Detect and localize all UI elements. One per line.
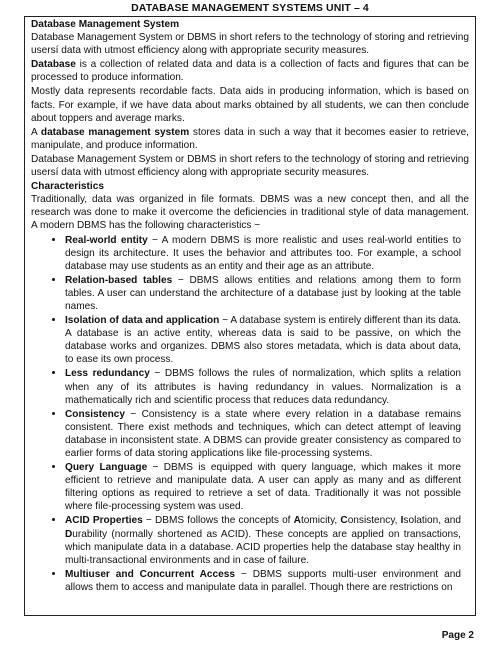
paragraph-6: Traditionally, data was organized in file formats. DBMS was a new concept then, and all the research was done to make it overcome the deficiencies in traditional style of data management. A modern DBMS has the following characteristics − [31,194,469,232]
list-item-term: Consistency [65,408,126,420]
list-item-term: Multiuser and Concurrent Access [65,568,235,580]
acid-text-1: − DBMS follows the concepts of [142,515,294,527]
paragraph-2 [31,58,469,84]
paragraph-3: Mostly data represents recordable facts. Data aids in producing information, which is based on facts. For example, if we have data about marks obtained by all students, we can then conclude about toppers and average marks. [31,86,469,124]
list-item [65,408,469,460]
characteristics-list [31,234,469,595]
list-item-text: − A modern DBMS is more realistic and uses real-world entities to design its architecture. It uses the behavior and attributes too. For example, a school database may use students as an entity and their age as an attribute. [65,234,461,272]
list-item-text: − DBMS follows the rules of normalization, which splits a relation when any of its attributes is having redundancy in values. Normalization is a mathematically rich and scientific process that reduces data redundancy. [65,368,461,406]
paragraph-2-text: is a collection of related data and data is a collection of facts and figures that can be processed to produce information. [31,59,469,84]
acid-letter-d: D [65,528,73,540]
list-item-text: − A database system is entirely different than its data. A database is an active entity, whereas data is said to be passive, on which the database works and organizes. DBMS also stores metadata, which is data about data, to ease its own process. [65,315,461,366]
paragraph-4 [31,126,469,152]
acid-text-d: urability (normally shortened as ACID). These concepts are applied on transactions, which manipulate data in a database. ACID properties help the database stay healthy in multi-transactional environments and in case of failure. [65,528,461,566]
paragraph-4-lead: A [31,126,41,138]
section-heading-dbms: Database Management System [31,19,180,30]
paragraph-5: Database Management System or DBMS in short refers to the technology of storing and retrieving usersí data with utmost efficiency along with appropriate security measures. [31,153,469,179]
list-item-acid [65,514,469,566]
paragraph-1: Database Management System or DBMS in short refers to the technology of storing and retrieving usersí data with utmost efficiency along with appropriate security measures. [31,32,469,57]
list-item-term: Relation-based tables [65,274,173,286]
term-dbms: database management system [40,126,190,138]
list-item [65,274,469,313]
list-item [65,314,469,366]
list-item-term: ACID Properties [65,515,143,527]
page-number: Page 2 [441,630,474,641]
content-frame [24,16,476,616]
section-heading-characteristics: Characteristics [31,181,104,193]
list-item [65,234,469,273]
acid-text-i: solation, and [403,515,462,527]
acid-text-a: tomicity, [300,515,341,527]
acid-text-c: onsistency, [347,515,401,527]
list-item-text: − DBMS is equipped with query language, which makes it more efficient to retrieve and manipulate data. A user can apply as many and as different filtering options as required to retrieve a set of data. Traditionally it was not possible where file-processing system was used. [65,462,461,513]
list-item-text: − DBMS allows entities and relations among them to form tables. A user can understand the architecture of a database just by looking at the table names. [65,274,461,312]
list-item-text: − Consistency is a state where every relation in a database remains consistent. There exist methods and techniques, which can detect attempt of leaving database in inconsistent state. A DBMS can provide greater consistency as compared to earlier forms of data storing applications like file-processing systems. [65,408,461,459]
list-item-term: Real-world entity [65,234,148,246]
paragraph-4-text: stores data in such a way that it becomes easier to retrieve, manipulate, and produce information. [31,126,469,151]
list-item [65,461,469,513]
page-header: DATABASE MANAGEMENT SYSTEMS UNIT – 4 [131,2,369,14]
acid-letter-i: I [400,515,404,527]
list-item-term: Query Language [65,462,148,474]
list-item-term: Isolation of data and application [65,315,220,327]
list-item [65,367,469,406]
list-item [65,568,469,594]
term-database: Database [31,59,76,71]
list-item-term: Less redundancy [65,368,150,380]
acid-letter-c: C [340,515,348,527]
acid-letter-a: A [293,515,301,527]
list-item-text: − DBMS supports multi-user environment and allows them to access and manipulate data in parallel. Though there are restrictions on [65,568,461,593]
